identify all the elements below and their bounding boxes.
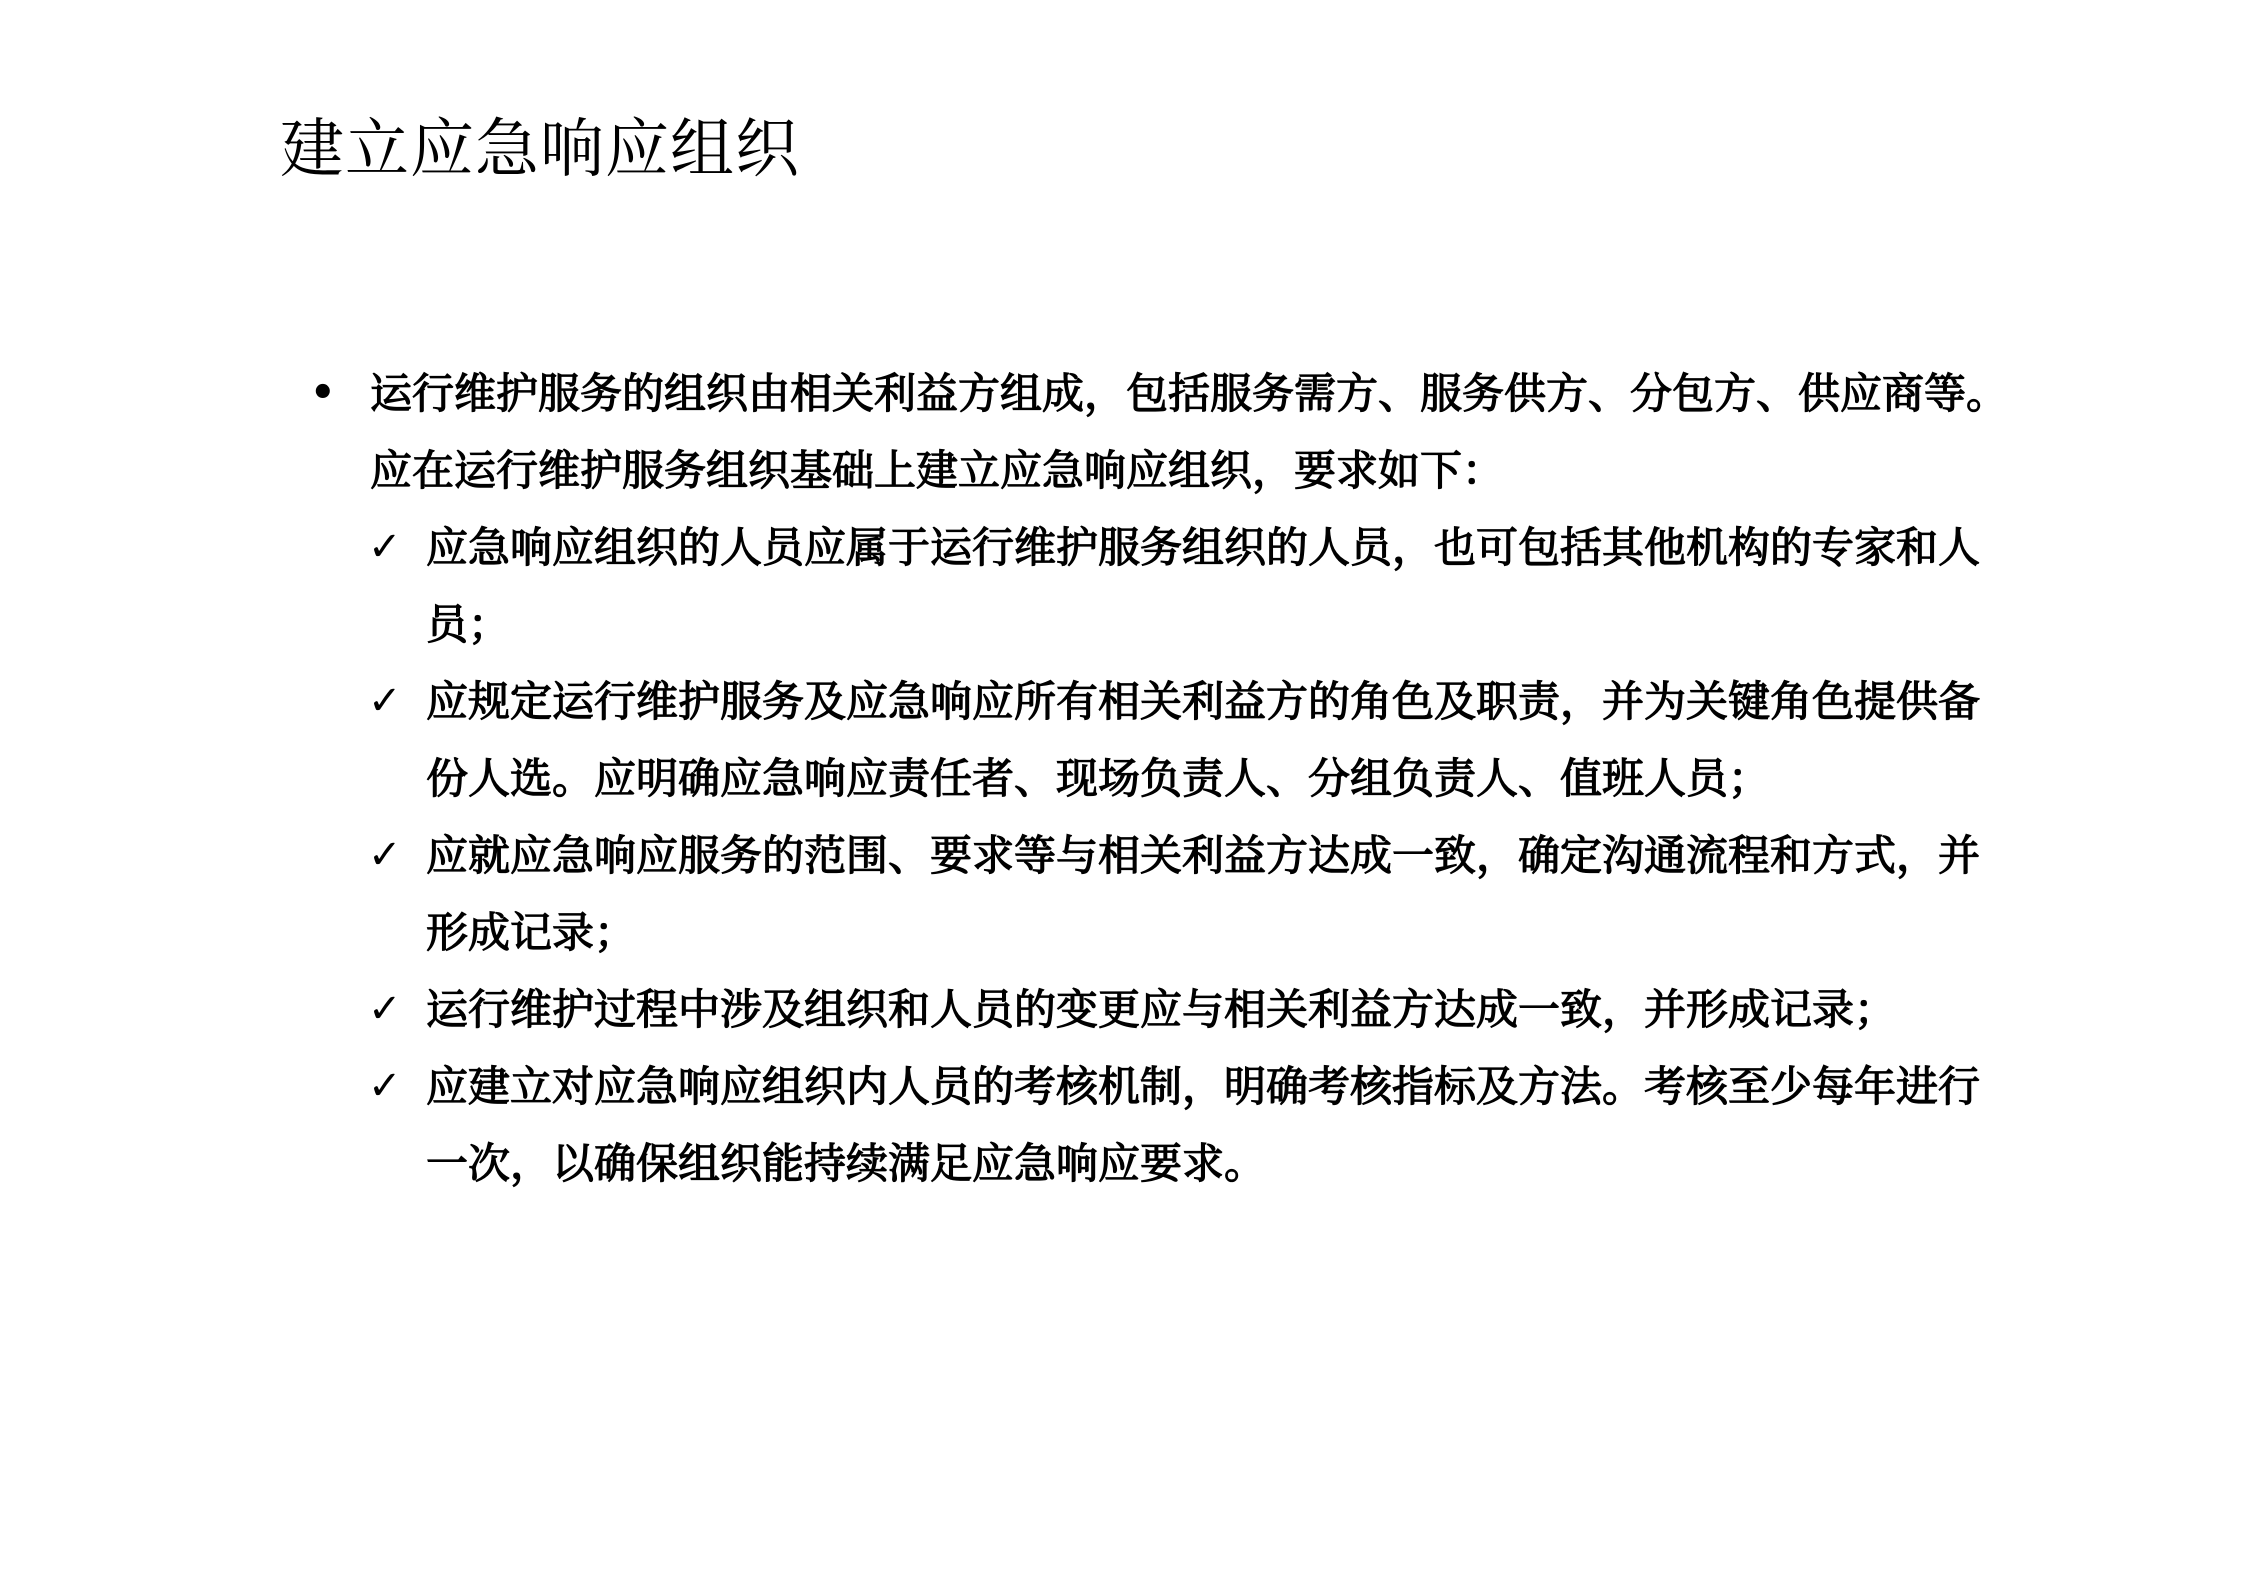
- requirement-item: [300, 971, 2020, 1048]
- requirement-text: 应急响应组织的人员应属于运行维护服务组织的人员，也可包括其他机构的专家和人员；: [426, 523, 1981, 649]
- intro-bullet: [300, 355, 2020, 509]
- intro-text: 运行维护服务的组织由相关利益方组成，包括服务需方、服务供方、分包方、供应商等。应在运行维护服务组织基础上建立应急响应组织，要求如下：: [370, 369, 2009, 495]
- checkmark-icon: ✓: [368, 832, 402, 878]
- checkmark-icon: ✓: [368, 986, 402, 1032]
- requirement-text: 运行维护过程中涉及组织和人员的变更应与相关利益方达成一致，并形成记录；: [426, 985, 1897, 1034]
- requirement-item: [300, 663, 2020, 817]
- page-title: 建立应急响应组织: [280, 113, 800, 187]
- requirement-item: [300, 1048, 2020, 1202]
- requirement-text: 应规定运行维护服务及应急响应所有相关利益方的角色及职责，并为关键角色提供备份人选。应明确应急响应责任者、现场负责人、分组负责人、值班人员；: [426, 677, 1981, 803]
- requirements-list: [300, 509, 2020, 1202]
- bullet-dot-icon: •: [310, 370, 336, 416]
- requirement-text: 应建立对应急响应组织内人员的考核机制，明确考核指标及方法。考核至少每年进行一次，以确保组织能持续满足应急响应要求。: [426, 1062, 1981, 1188]
- checkmark-icon: ✓: [368, 678, 402, 724]
- content-body: [300, 355, 2020, 1202]
- checkmark-icon: ✓: [368, 1063, 402, 1109]
- checkmark-icon: ✓: [368, 524, 402, 570]
- requirement-item: [300, 509, 2020, 663]
- requirement-item: [300, 817, 2020, 971]
- requirement-text: 应就应急响应服务的范围、要求等与相关利益方达成一致，确定沟通流程和方式，并形成记录；: [426, 831, 1981, 957]
